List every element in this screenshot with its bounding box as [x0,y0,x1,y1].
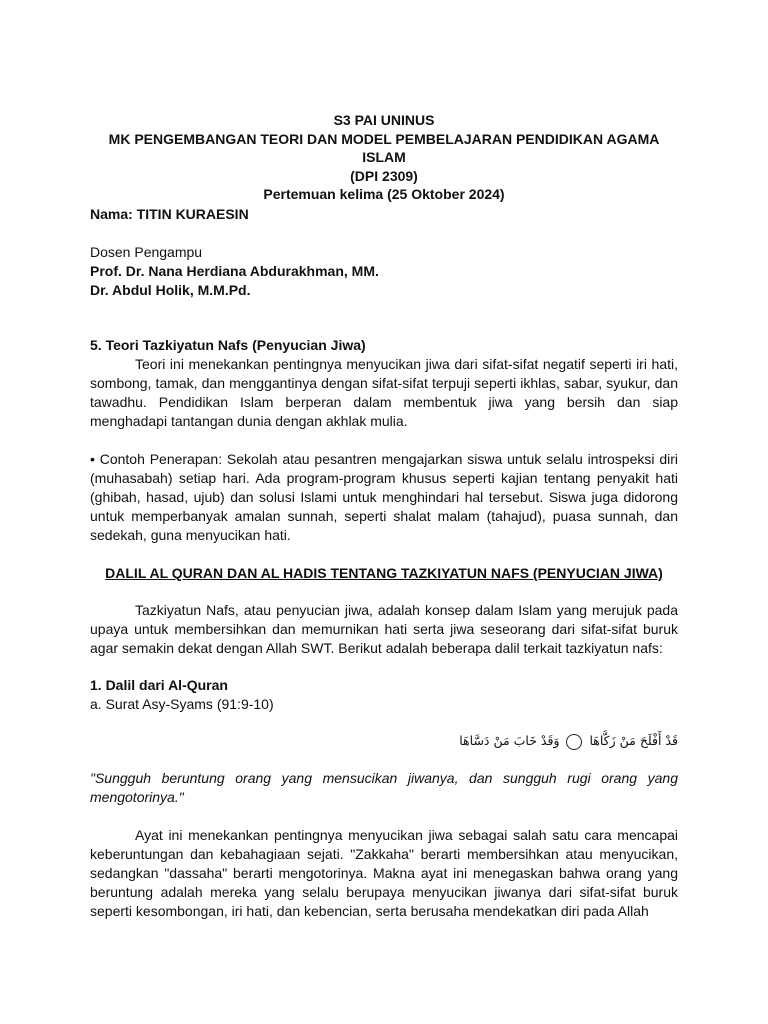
arabic-verse-part: وَقَدْ خَابَ مَنْ دَسَّاهَا [459,733,560,748]
lecturer-name: Prof. Dr. Nana Herdiana Abdurakhman, MM. [90,263,379,279]
example-paragraph: • Contoh Penerapan: Sekolah atau pesantren mengajarkan siswa untuk selalu introspeksi diri (muhasabah) setiap hari. Ada program-program khusus seperti kajian tentang penyakit hati (ghibah, hasad, ujub) dan solusi Islami untuk menghindari hal tersebut. Siswa juga didorong untuk memperbanyak amalan sunnah, seperti shalat malam (tahajud), puasa sunnah, dan sedekah, guna menyucikan hati. [90,451,678,543]
header-meeting: Pertemuan kelima (25 Oktober 2024) [263,186,505,202]
dalil-heading: DALIL AL QURAN DAN AL HADIS TENTANG TAZKIYATUN NAFS (PENYUCIAN JIWA) [105,565,663,581]
ayah-end-icon [566,734,582,750]
header-program: S3 PAI UNINUS [333,112,435,128]
verse-explanation: Ayat ini menekankan pentingnya menyucikan jiwa sebagai salah satu cara mencapai keberuntungan dan kebahagiaan sejati. "Zakkaha" berarti membersihkan atau menyucikan, sedangkan "dassaha" berarti mengotorinya. Makna ayat ini menegaskan bahwa orang yang beruntung adalah mereka yang selalu berupaya menyucikan jiwanya dari sifat-sifat buruk seperti kesombongan, iri hati, dan kebencian, serta berusaha mendekatkan diri pada Allah [90,827,678,919]
document-header [90,111,678,204]
quran-sub-heading: 1. Dalil dari Al-Quran [90,677,228,693]
section-paragraph: Teori ini menekankan pentingnya menyucikan jiwa dari sifat-sifat negatif seperti iri hati, sombong, tamak, dan menggantinya dengan sifat-sifat terpuji seperti ikhlas, sabar, syukur, dan tawadhu. Pendidikan Islam berperan dalam membentuk jiwa yang bersih dan siap menghadapi tantangan dunia dengan akhlak mulia. [90,356,678,429]
lecturer-block [90,243,678,300]
arabic-verse-part: قَدْ أَفْلَحَ مَنْ زَكَّاهَا [589,733,678,748]
header-course-code: (DPI 2309) [350,167,418,184]
arabic-verse [90,731,678,750]
lecturer-name: Dr. Abdul Holik, M.M.Pd. [90,282,251,298]
dalil-intro: Tazkiyatun Nafs, atau penyucian jiwa, adalah konsep dalam Islam yang merujuk pada upaya untuk membersihkan dan memurnikan hati serta jiwa seseorang dari sifat-sifat buruk agar semakin dekat dengan Allah SWT. Berikut adalah beberapa dalil terkait tazkiyatun nafs: [90,602,678,656]
verse-translation: "Sungguh beruntung orang yang mensucikan jiwanya, dan sungguh rugi orang yang mengotorinya." [90,770,678,805]
section-title: 5. Teori Tazkiyatun Nafs (Penyucian Jiwa) [90,337,366,353]
header-course: MK PENGEMBANGAN TEORI DAN MODEL PEMBELAJARAN PENDIDIKAN AGAMA ISLAM [108,130,660,165]
surah-reference: a. Surat Asy-Syams (91:9-10) [90,696,274,712]
lecturer-label: Dosen Pengampu [90,244,203,260]
student-name: Nama: TITIN KURAESIN [90,206,249,222]
